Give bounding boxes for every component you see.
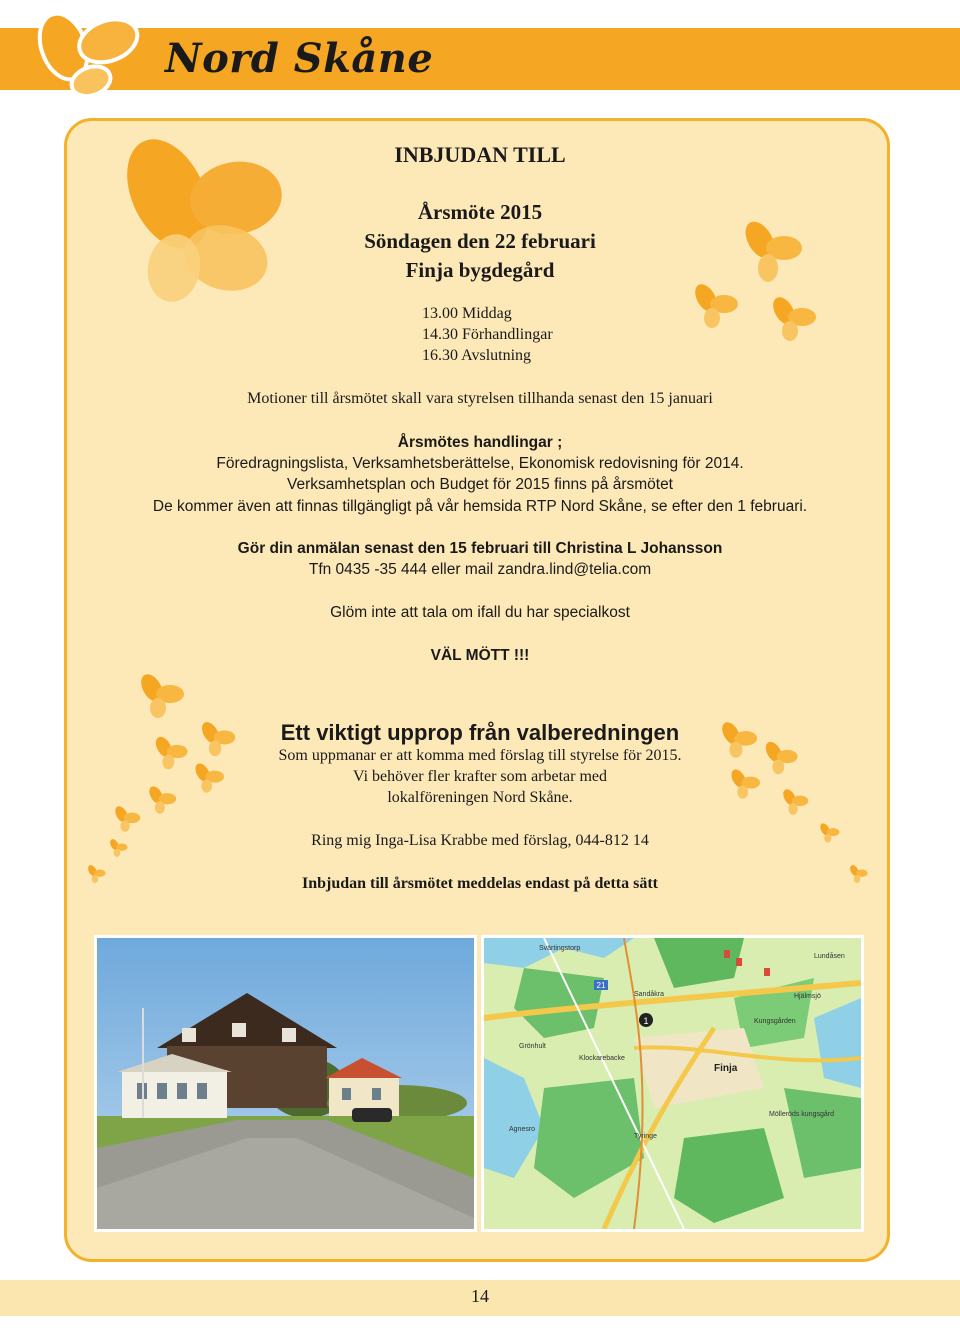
butterfly-icon: [690, 282, 744, 330]
appeal-line: lokalföreningen Nord Skåne.: [387, 789, 573, 806]
invitation-heading: INBJUDAN TILL: [394, 142, 566, 167]
map-marker-label: 1: [643, 1016, 649, 1026]
event-name: Årsmöte 2015: [417, 200, 543, 224]
appeal-title: Ett viktigt upprop från valberedningen: [280, 720, 680, 745]
location-map: [481, 935, 864, 1232]
schedule-item: 16.30 Avslutning: [422, 347, 532, 364]
diet-text: Glöm inte att tala om ifall du har specialkost: [330, 604, 630, 621]
schedule-item: 13.00 Middag: [422, 305, 512, 322]
map-label: Lundåsen: [814, 953, 845, 960]
appeal-line: Vi behöver fler krafter som arbetar med: [352, 768, 608, 785]
page-number: 14: [471, 1286, 489, 1306]
website-text: De kommer även att finnas tillgängligt på vår hemsida RTP Nord Skåne, se efter den 1 februari.: [152, 498, 808, 515]
map-label: Tyringe: [634, 1133, 657, 1140]
map-label: Hjälmsjö: [794, 993, 821, 1000]
documents-list: Föredragningslista, Verksamhetsberättelse, Ekonomisk redovisning för 2014.: [216, 455, 744, 472]
butterfly-icon: [112, 805, 144, 833]
venue-photo: [94, 935, 477, 1232]
documents-heading: Årsmötes handlingar ;: [397, 434, 563, 451]
schedule-item: 14.30 Förhandlingar: [422, 326, 553, 343]
header-title: Nord Skåne: [165, 35, 434, 82]
map-label: Agnesro: [509, 1126, 536, 1133]
contact-text: Tfn 0435 -35 444 eller mail zandra.lind@telia.com: [308, 561, 652, 578]
map-label: Finja: [714, 1063, 738, 1074]
map-label: Klockarebacke: [579, 1055, 625, 1062]
map-label: Svärtingstorp: [539, 945, 581, 952]
butterfly-icon: [768, 295, 822, 343]
map-label: Mölleröds kungsgård: [769, 1111, 834, 1118]
appeal-line: Som uppmanar er att komma med förslag till styrelse för 2015.: [278, 747, 682, 764]
map-label: Kungsgården: [754, 1018, 796, 1025]
appeal-notice: Inbjudan till årsmötet meddelas endast på detta sätt: [301, 875, 658, 892]
event-date: Söndagen den 22 februari: [364, 229, 596, 253]
butterfly-icon: [136, 672, 190, 720]
welcome-text: VÄL MÖTT !!!: [430, 647, 530, 664]
route-number: 21: [596, 981, 606, 990]
event-venue: Finja bygdegård: [405, 258, 555, 282]
appeal-call: Ring mig Inga-Lisa Krabbe med förslag, 044-812 14: [311, 832, 649, 849]
map-label: Sandåkra: [634, 991, 664, 998]
butterfly-logo-icon: [20, 0, 160, 110]
motions-text: Motioner till årsmötet skall vara styrelsen tillhanda senast den 15 januari: [247, 390, 713, 407]
map-label: Grönhult: [519, 1043, 546, 1050]
plan-budget-text: Verksamhetsplan och Budget för 2015 finns på årsmötet: [286, 476, 673, 493]
registration-text: Gör din anmälan senast den 15 februari till Christina L Johansson: [237, 540, 723, 557]
